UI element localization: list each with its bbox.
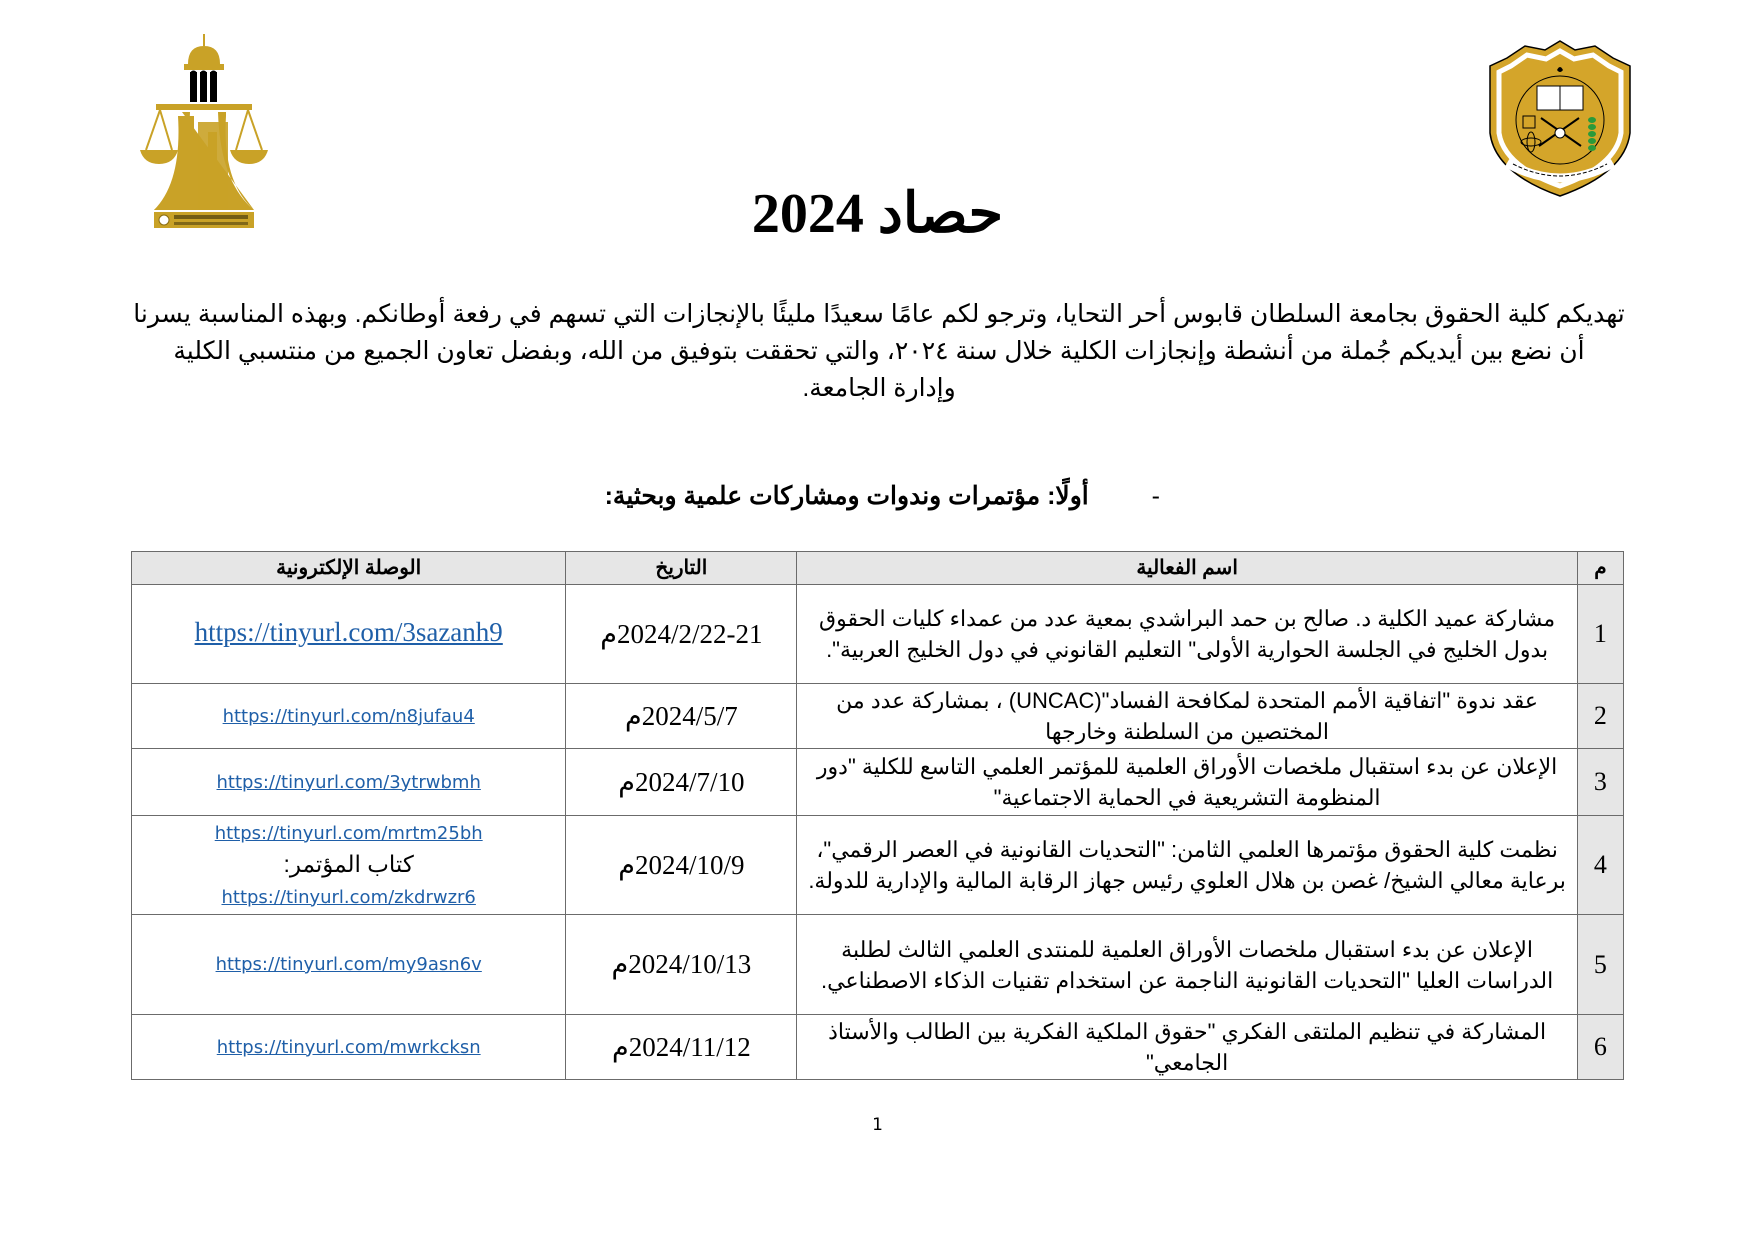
intro-line: وإدارة الجامعة. (802, 374, 956, 402)
event-date: 2024/5/7م (566, 684, 797, 749)
row-number: 1 (1577, 585, 1623, 684)
event-link-cell (132, 749, 566, 816)
events-table (131, 551, 1624, 1080)
event-name: الإعلان عن بدء استقبال ملخصات الأوراق العلمية للمنتدى العلمي الثالث لطلبة الدراسات العليا "التحديات القانونية الناجمة عن استخدام تقنيات الذكاء الاصطناعي. (797, 915, 1577, 1015)
header-event-name: اسم الفعالية (797, 552, 1577, 585)
event-name: المشاركة في تنظيم الملتقى الفكري "حقوق الملكية الفكرية بين الطالب والأستاذ الجامعي" (797, 1015, 1577, 1080)
event-link-cell (132, 816, 566, 915)
sultan-qaboos-university-crest-icon (1485, 38, 1635, 198)
event-link-cell (132, 1015, 566, 1080)
event-link[interactable]: https://tinyurl.com/3sazanh9 (194, 617, 503, 647)
table-row (132, 816, 1624, 915)
conference-book-link[interactable]: https://tinyurl.com/zkdrwzr6 (221, 886, 476, 908)
table-row (132, 915, 1624, 1015)
event-link-cell (132, 684, 566, 749)
event-link[interactable]: https://tinyurl.com/mrtm25bh (214, 822, 483, 844)
row-number: 4 (1577, 816, 1623, 915)
event-date: 2024/11/12م (566, 1015, 797, 1080)
header-link: الوصلة الإلكترونية (132, 552, 566, 585)
section-heading (400, 478, 1160, 514)
intro-line: أن نضع بين أيديكم جُملة من أنشطة وإنجازات الكلية خلال سنة ٢٠٢٤، والتي تحققت بتوفيق من الله، وبفضل تعاون الجميع من منتسبي الكلية (173, 337, 1585, 365)
table-row (132, 684, 1624, 749)
table-row (132, 749, 1624, 816)
header-date: التاريخ (566, 552, 797, 585)
table-row (132, 1015, 1624, 1080)
page-number: 1 (872, 1115, 883, 1135)
event-date: 2024/7/10م (566, 749, 797, 816)
bullet-dash: - (1151, 482, 1160, 510)
university-crest-logo (1485, 38, 1635, 198)
event-name: نظمت كلية الحقوق مؤتمرها العلمي الثامن: "التحديات القانونية في العصر الرقمي"، برعاية معالي الشيخ/ غصن بن هلال العلوي رئيس جهاز الرقابة المالية والإدارية للدولة. (797, 816, 1577, 915)
event-link[interactable]: https://tinyurl.com/my9asn6v (215, 954, 482, 975)
row-number: 6 (1577, 1015, 1623, 1080)
intro-line: تهديكم كلية الحقوق بجامعة السلطان قابوس أحر التحايا، وترجو لكم عامًا سعيدًا مليئًا بالإنجازات التي تسهم في رفعة أوطانكم. وبهذه المناسبة يسرنا (133, 300, 1625, 328)
page-title: حصاد 2024 (751, 183, 1004, 245)
event-date: 2024/2/22-21م (566, 585, 797, 684)
event-link[interactable]: https://tinyurl.com/mwrkcksn (216, 1036, 481, 1058)
event-link[interactable]: https://tinyurl.com/n8jufau4 (222, 705, 475, 727)
section-heading-text: أولًا: مؤتمرات وندوات ومشاركات علمية وبحثية: (604, 482, 1089, 510)
event-name: الإعلان عن بدء استقبال ملخصات الأوراق العلمية للمؤتمر العلمي التاسع للكلية "دور المنظومة التشريعية في الحماية الاجتماعية" (797, 749, 1577, 816)
intro-paragraph (120, 296, 1638, 407)
row-number: 5 (1577, 915, 1623, 1015)
table-row (132, 585, 1624, 684)
event-name: عقد ندوة "اتفاقية الأمم المتحدة لمكافحة الفساد"(UNCAC) ، بمشاركة عدد من المختصين من السلطنة وخارجها (797, 684, 1577, 749)
row-number: 2 (1577, 684, 1623, 749)
event-name: مشاركة عميد الكلية د. صالح بن حمد البراشدي بمعية عدد من عمداء كليات الحقوق بدول الخليج في الجلسة الحوارية الأولى" التعليم القانوني في دول الخليج العربية". (797, 585, 1577, 684)
event-link[interactable]: https://tinyurl.com/3ytrwbmh (216, 771, 481, 793)
conference-book-label: كتاب المؤتمر: (283, 850, 414, 877)
header-num: م (1577, 552, 1623, 585)
row-number: 3 (1577, 749, 1623, 816)
event-date: 2024/10/9م (566, 816, 797, 915)
event-link-cell (132, 585, 566, 684)
event-date: 2024/10/13م (566, 915, 797, 1015)
table-header-row (132, 552, 1624, 585)
event-link-cell (132, 915, 566, 1015)
